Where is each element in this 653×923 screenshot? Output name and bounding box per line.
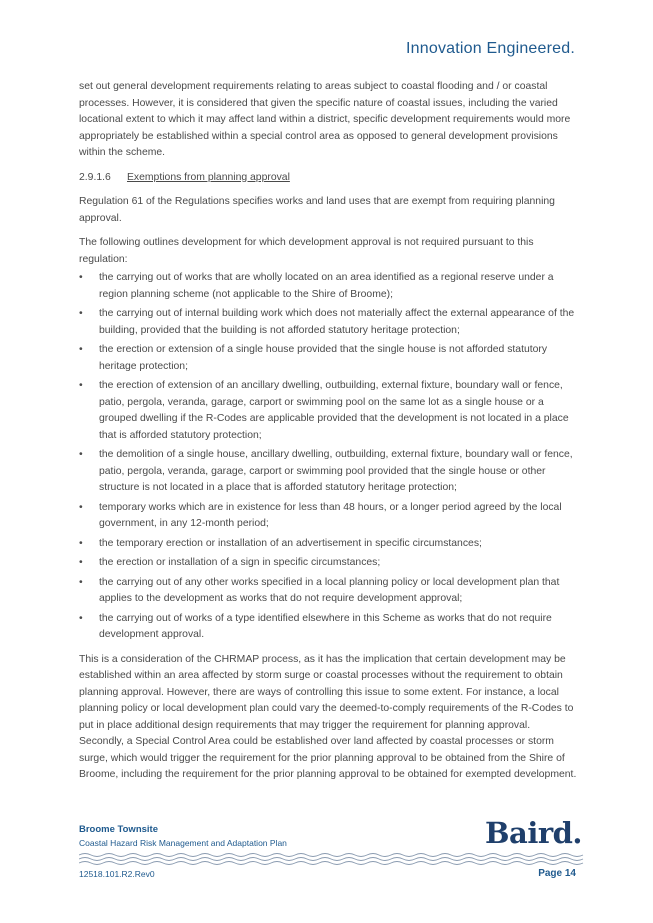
regulation-paragraph: Regulation 61 of the Regulations specifies works and land uses that are exempt from requiring planning approval. — [79, 196, 555, 224]
bullet-icon: • — [79, 449, 83, 460]
wave-divider-icon — [79, 852, 584, 866]
section-title: Exemptions from planning approval — [127, 171, 290, 183]
list-item: • the carrying out of works of a type identified elsewhere in this Scheme as works that do not require development approval. — [79, 612, 552, 640]
list-item: • the erection or installation of a sign in specific circumstances; — [79, 555, 577, 572]
list-item: • the carrying out of internal building work which does not materially affect the external appearance of the building, provided that the building is not afforded statutory heritage protection; — [79, 308, 575, 336]
bullet-icon: • — [79, 308, 83, 319]
list-item: • the carrying out of works that are wholly located on an area identified as a regional reserve under a region planning scheme (not applicable to the Shire of Broome); — [79, 272, 554, 300]
header-tagline: Innovation Engineered. — [406, 40, 575, 57]
footer-plan-title: Coastal Hazard Risk Management and Adaptation Plan — [79, 838, 287, 848]
bullet-icon: • — [79, 272, 83, 283]
page-number: Page 14 — [538, 868, 576, 879]
list-item: • the demolition of a single house, ancillary dwelling, outbuilding, external fixture, boundary wall or fence, patio, pergola, veranda, garage, carport or swimming pool provided that the single house or other structure is not located in a place that is afforded statutory heritage protection; — [79, 449, 573, 493]
bullet-icon: • — [79, 537, 83, 549]
section-heading — [79, 170, 577, 187]
document-body — [79, 79, 577, 792]
list-item: • the temporary erection or installation of an advertisement in specific circumstances; — [79, 536, 577, 553]
bullet-icon: • — [79, 557, 83, 568]
outline-paragraph: The following outlines development for which development approval is not required pursuant to this regulation: — [79, 237, 534, 265]
bullet-icon: • — [79, 612, 83, 624]
page-footer — [79, 818, 584, 888]
list-item: • temporary works which are in existence for less than 48 hours, or a longer period agreed by the local government, in any 12-month period; — [79, 501, 562, 529]
bullet-icon: • — [79, 501, 83, 513]
list-item: • the erection or extension of a single house provided that the single house is not afforded statutory heritage protection; — [79, 344, 548, 372]
list-item: • the carrying out of any other works specified in a local planning policy or local development plan that applies to the development as works that do not require development approval; — [79, 576, 560, 604]
bullet-icon: • — [79, 344, 83, 355]
document-reference: 12518.101.R2.Rev0 — [79, 869, 155, 879]
section-number: 2.9.1.6 — [79, 171, 111, 183]
bullet-icon: • — [79, 380, 83, 391]
intro-paragraph: set out general development requirements relating to areas subject to coastal flooding and / or coastal processes. However, it is considered that given the specific nature of coastal issues, including the varied locational extent to which it may affect land within a district, specific development requirements would more appropriately be established within a special control area as opposed to general development provisions within the scheme. — [79, 81, 571, 158]
footer-project: Broome Townsite — [79, 824, 158, 835]
bullet-icon: • — [79, 576, 83, 588]
baird-logo: Baird. — [485, 816, 582, 850]
list-item: • the erection of extension of an ancillary dwelling, outbuilding, external fixture, boundary wall or fence, patio, pergola, veranda, garage, carport or swimming pool on the same lot as a single house or a grouped dwelling if the R-Codes are applicable provided that the development is not located in a place that is afforded statutory protection; — [79, 380, 569, 441]
closing-paragraph: This is a consideration of the CHRMAP process, as it has the implication that certain development may be established within an area affected by storm surge or coastal processes without the requirement to obtain planning approval. However, there are ways of controlling this issue to some extent. For instance, a local planning policy or local development plan could vary the deemed-to-comply requirements of the R-Codes to put in place additional design requirements that may trigger the requirement for planning approval. Secondly, a Special Control Area could be established over land affected by coastal processes or storm surge, which would trigger the requirement for the prior planning approval to be obtained from the Shire of Broome, including the requirement for the prior planning approval to be obtained for exempted development. — [79, 653, 577, 780]
exemptions-list — [79, 270, 577, 644]
